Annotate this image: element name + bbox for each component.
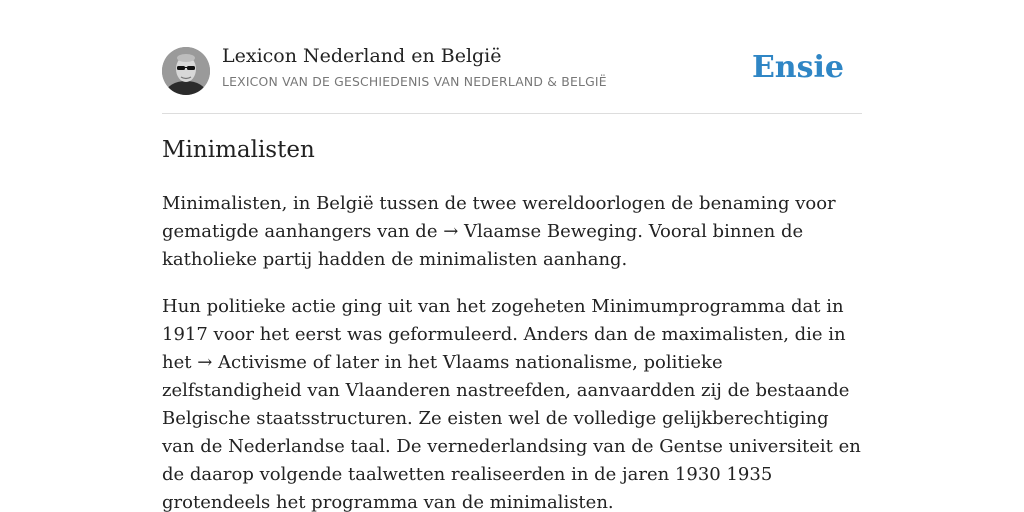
page: [162, 0, 862, 512]
paragraph-1-text-before: Minimalisten, in België tussen de twee wereldoorlogen de benaming voor gematigde aanhangers van de: [162, 193, 836, 242]
article-body: [162, 190, 862, 512]
paragraph-2-text-after: of later in het Vlaams nationalisme, politieke zelfstandigheid van Vlaanderen nastreefden, aanvaardden zij de bestaande Belgische staatsstructuren. Ze eisten wel de volledige gelijkberechtiging van de Nederlandse taal. De vernederlandsing van de Gentse universiteit en de daarop volgende taalwetten realiseerden in de jaren 1930 1935 grotendeels het programma van de minimalisten.: [162, 352, 861, 512]
paragraph-1-text-after: . Vooral binnen de katholieke partij hadden de minimalisten aanhang.: [162, 221, 804, 270]
link-vlaamse-beweging[interactable]: → Vlaamse Beweging: [443, 221, 638, 242]
paragraph-2-text-before: Hun politieke actie ging uit van het zogeheten Minimumprogramma dat in 1917 voor het eerst was geformuleerd. Anders dan de maximalisten, die in het: [162, 296, 846, 373]
article-paragraph-1: [162, 190, 862, 274]
link-activisme[interactable]: → Activisme: [197, 352, 307, 373]
avatar-portrait-icon: [162, 47, 210, 95]
author-name[interactable]: Lexicon Nederland en België: [222, 45, 502, 67]
page-title: Minimalisten: [162, 137, 315, 163]
header: [162, 0, 862, 114]
author-subtitle: LEXICON VAN DE GESCHIEDENIS VAN NEDERLAND & BELGIË: [222, 74, 607, 89]
ensie-logo[interactable]: Ensie: [751, 50, 844, 85]
author-avatar[interactable]: [162, 47, 210, 95]
article-paragraph-2: [162, 293, 862, 512]
